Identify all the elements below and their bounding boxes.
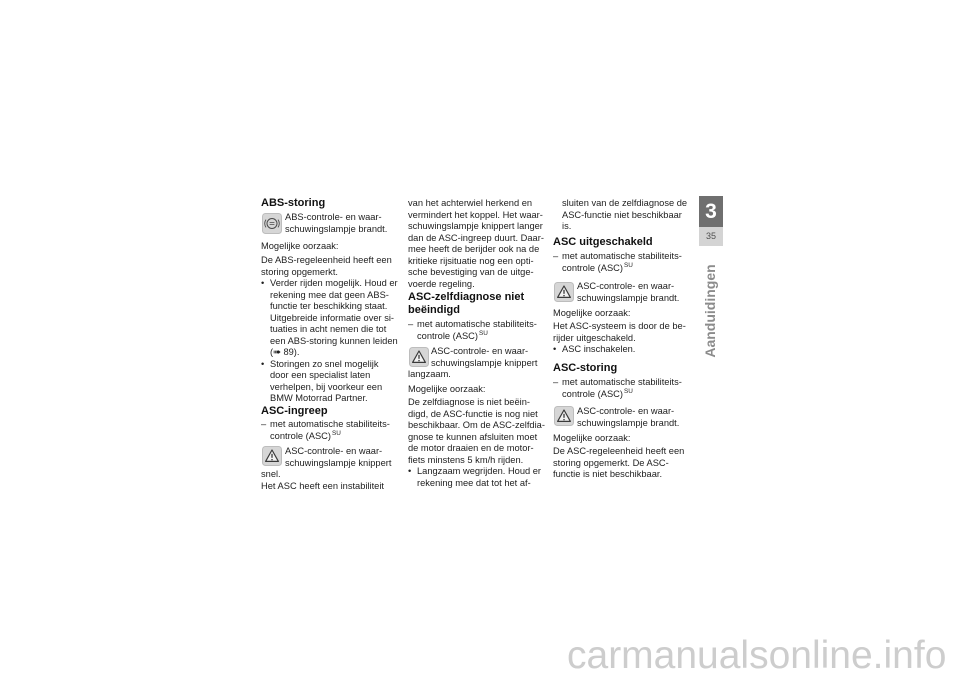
- indicator-line: schuwingslampje brandt.: [577, 292, 680, 303]
- cause-line: De ASC-regeleenheid heeft een: [553, 446, 685, 456]
- description-line: sche bevestiging van de uitge-: [408, 267, 534, 277]
- bullet-line: rekening mee dat geen ABS-: [270, 289, 389, 300]
- section-heading: ASC-zelfdiagnose niet: [408, 291, 525, 303]
- asc-uitgeschakeld-indicator-text: [577, 281, 695, 304]
- bullet-line: Verder rijden mogelijk. Houd er: [270, 278, 398, 288]
- section-heading: ABS-storing: [261, 197, 326, 209]
- cause-label: Mogelijke oorzaak:: [553, 433, 631, 443]
- cause-line: De ABS-regeleenheid heeft een: [261, 255, 392, 265]
- option-superscript: SU: [478, 330, 488, 337]
- cause-line: de motor draaien en de motor-: [408, 443, 534, 453]
- asc-storing-cause: [553, 446, 695, 481]
- condition-line: met automatische stabiliteits-: [270, 419, 390, 429]
- heading-abs-storing: [261, 197, 403, 210]
- cause-line: gnose te kunnen afsluiten moet: [408, 431, 538, 442]
- cause-line: functie is niet beschikbaar.: [553, 469, 663, 479]
- abs-warning-light-icon: [262, 213, 282, 234]
- cause-label: Mogelijke oorzaak:: [261, 241, 339, 251]
- condition-item: [408, 319, 550, 342]
- description-line: kritieke rijsituatie nog een opti-: [408, 255, 534, 266]
- condition-line: met automatische stabiliteits-: [562, 377, 682, 387]
- condition-line: [417, 331, 550, 343]
- description-line: dan de ASC-ingreep duurt. Daar-: [408, 232, 544, 243]
- cause-line: beschikbaar. Om de ASC-zelfdia-: [408, 420, 545, 430]
- heading-asc-uitgeschakeld: [553, 236, 695, 249]
- condition-line: [562, 389, 695, 401]
- condition-text: controle (ASC): [562, 388, 623, 399]
- asc-uitgeschakeld-condition: [553, 251, 695, 274]
- asc-ingreep-indicator-cont: [261, 469, 403, 492]
- condition-text: controle (ASC): [562, 262, 623, 273]
- asc-storing-condition: [553, 377, 695, 400]
- warning-triangle-icon: [554, 282, 574, 303]
- bullet-item: [408, 466, 550, 489]
- heading-asc-zelfdiagnose: [408, 291, 550, 317]
- warning-triangle-icon: [554, 406, 574, 427]
- indicator-line: schuwingslampje knippert: [285, 457, 392, 468]
- asc-storing-cause-label: [553, 433, 695, 445]
- indicator-line: schuwingslampje knippert: [431, 357, 538, 368]
- dash-mark: –: [553, 377, 559, 387]
- bullet-mark: •: [408, 466, 412, 476]
- bullet-line: Storingen zo snel mogelijk: [270, 358, 379, 369]
- heading-asc-ingreep: [261, 405, 403, 418]
- description-line: Het ASC heeft een instabiliteit: [261, 480, 384, 491]
- asc-ingreep-condition: [261, 419, 403, 442]
- bullet-line: ASC inschakelen.: [562, 344, 636, 354]
- indicator-line: schuwingslampje brandt.: [577, 417, 680, 428]
- bullet-line: tuaties in acht nemen die tot: [270, 324, 387, 334]
- bullet-line: sluiten van de zelfdiagnose de: [562, 198, 688, 208]
- cause-label: Mogelijke oorzaak:: [553, 308, 631, 318]
- dash-mark: –: [261, 419, 267, 429]
- bullet-line: een ABS-storing kunnen leiden: [270, 335, 398, 346]
- asc-storing-indicator-text: [577, 406, 695, 429]
- condition-line: met automatische stabiliteits-: [562, 251, 682, 261]
- cause-line: fiets minstens 5 km/h rijden.: [408, 454, 524, 465]
- abs-cause-label: [261, 241, 403, 253]
- description-line: van het achterwiel herkend en: [408, 198, 533, 208]
- page-reference[interactable]: (➠ 89).: [270, 347, 300, 357]
- indicator-line: ASC-controle- en waar-: [577, 281, 675, 291]
- cause-line: rijder uitgeschakeld.: [553, 332, 636, 343]
- abs-cause-and-actions: [261, 255, 403, 405]
- bullet-line: Uitgebreide informatie over si-: [270, 312, 395, 323]
- indicator-line: schuwingslampje brandt.: [285, 223, 388, 234]
- bullet-line: functie ter beschikking staat.: [270, 301, 388, 311]
- indicator-line: langzaam.: [408, 369, 451, 379]
- dash-mark: –: [408, 319, 414, 329]
- indicator-line: snel.: [261, 469, 281, 479]
- condition-line: met automatische stabiliteits-: [417, 319, 537, 329]
- cause-line: digd, de ASC-functie is nog niet: [408, 408, 538, 419]
- bullet-line: ASC-functie niet beschikbaar: [562, 209, 682, 220]
- warning-triangle-icon: [409, 347, 429, 368]
- bullet-line: rekening mee dat tot het af-: [417, 477, 531, 488]
- asc-ingreep-description: [408, 198, 550, 290]
- cause-line: De zelfdiagnose is niet beëin-: [408, 397, 530, 407]
- asc-zelfdiagnose-indicator-text: [431, 346, 549, 369]
- abs-indicator-text: [285, 212, 403, 235]
- cause-line: storing opgemerkt.: [261, 266, 338, 277]
- section-heading: ASC-ingreep: [261, 405, 328, 417]
- asc-zelfdiagnose-bullet-cont: [562, 198, 694, 233]
- cause-line: storing opgemerkt. De ASC-: [553, 457, 669, 468]
- description-line: vermindert het koppel. Het waar-: [408, 209, 543, 220]
- description-line: voerde regeling.: [408, 278, 475, 289]
- asc-zelfdiagnose-indicator-cont: [408, 369, 550, 381]
- asc-uitgeschakeld-cause-label: [553, 308, 695, 320]
- section-heading: ASC-storing: [553, 362, 618, 374]
- page-number: 35: [699, 227, 723, 246]
- bullet-mark: •: [553, 344, 557, 354]
- condition-line: [562, 263, 695, 275]
- indicator-line: ASC-controle- en waar-: [577, 406, 675, 416]
- bullet-mark: •: [261, 278, 265, 288]
- dash-mark: –: [553, 251, 559, 261]
- watermark: carmanualsonline.info: [567, 634, 947, 677]
- option-superscript: SU: [623, 388, 633, 395]
- bullet-item: [553, 344, 695, 356]
- bullet-line: BMW Motorrad Partner.: [270, 393, 368, 403]
- condition-item: [553, 251, 695, 274]
- bullet-line: verhelpen, bij voorkeur een: [270, 381, 383, 392]
- asc-zelfdiagnose-condition: [408, 319, 550, 342]
- option-superscript: SU: [331, 430, 341, 437]
- bullet-mark: •: [261, 358, 265, 369]
- description-line: schuwingslampje knippert langer: [408, 221, 543, 231]
- cause-label: Mogelijke oorzaak:: [408, 384, 486, 394]
- cause-line: Het ASC-systeem is door de be-: [553, 321, 686, 331]
- section-heading: beëindigd: [408, 304, 460, 316]
- option-superscript: SU: [623, 262, 633, 269]
- condition-item: [553, 377, 695, 400]
- indicator-line: ABS-controle- en waar-: [285, 212, 382, 222]
- chapter-section-label: Aanduidingen: [702, 264, 718, 358]
- chapter-number: 3: [699, 196, 723, 227]
- asc-zelfdiagnose-cause-label: [408, 384, 550, 396]
- bullet-line: is.: [562, 221, 572, 231]
- warning-triangle-icon: [262, 446, 282, 467]
- condition-text: controle (ASC): [270, 430, 331, 441]
- bullet-item: [261, 359, 403, 405]
- asc-uitgeschakeld-cause-and-actions: [553, 321, 695, 356]
- heading-asc-storing: [553, 362, 695, 375]
- description-line: mee heeft de berijder ook na de: [408, 244, 540, 254]
- asc-zelfdiagnose-cause-and-actions: [408, 397, 550, 489]
- bullet-line: Langzaam wegrijden. Houd er: [417, 466, 542, 476]
- section-heading: ASC uitgeschakeld: [553, 236, 653, 248]
- condition-line: [270, 431, 403, 443]
- bullet-line: door een specialist laten: [270, 370, 371, 380]
- indicator-line: ASC-controle- en waar-: [431, 346, 529, 356]
- chapter-tab: [699, 196, 723, 246]
- indicator-line: ASC-controle- en waar-: [285, 446, 383, 456]
- condition-text: controle (ASC): [417, 330, 478, 341]
- condition-item: [261, 419, 403, 442]
- asc-ingreep-indicator-text: [285, 446, 403, 469]
- bullet-item: [261, 278, 403, 359]
